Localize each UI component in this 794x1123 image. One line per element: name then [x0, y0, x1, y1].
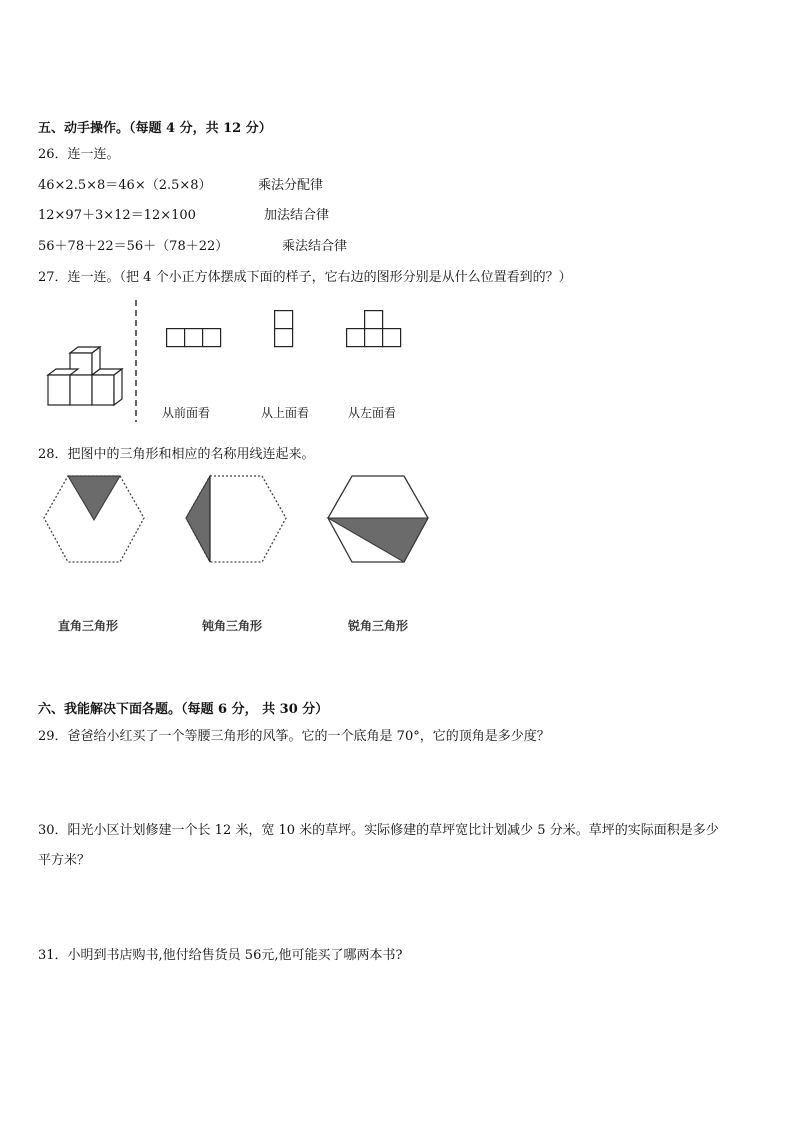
- triangle-label-right: 直角三角形: [58, 619, 119, 633]
- hexagon-right-triangle: [42, 474, 146, 564]
- q30-text-line2: 平方米？: [38, 853, 91, 868]
- top-view-figure: [274, 310, 294, 348]
- q26-expr-1: 46×2.5×8＝46×（2.5×8）: [38, 178, 212, 193]
- dashed-divider: [134, 300, 138, 422]
- q26-law-1: 乘法分配律: [258, 178, 324, 193]
- triangle-label-obtuse: 钝角三角形: [202, 619, 263, 633]
- view-label-top: 从上面看: [261, 406, 310, 420]
- q26-expr-2: 12×97＋3×12＝12×100: [38, 208, 196, 223]
- q29-text: 29．爸爸给小红买了一个等腰三角形的风筝。它的一个底角是 70°，它的顶角是多少度？: [38, 729, 550, 744]
- q26-expr-3: 56＋78＋22＝56＋（78＋22）: [38, 239, 229, 254]
- view-label-front: 从前面看: [162, 406, 211, 420]
- triangle-label-acute: 锐角三角形: [348, 619, 409, 633]
- front-view-figure: [166, 328, 222, 348]
- q27-prompt: 27．连一连。（把 4 个小正方体摆成下面的样子，它右边的图形分别是从什么位置看到的？）: [38, 270, 572, 285]
- hexagon-acute-triangle: [326, 474, 430, 564]
- hexagon-obtuse-triangle: [184, 474, 288, 564]
- cube-stack-figure: [40, 345, 130, 411]
- left-view-figure: [346, 310, 402, 348]
- section6-heading: 六、我能解决下面各题。（每题 6 分， 共 30 分）: [38, 702, 329, 717]
- q31-text: 31．小明到书店购书,他付给售货员 56元,他可能买了哪两本书?: [38, 948, 403, 963]
- q26-law-2: 加法结合律: [264, 208, 330, 223]
- view-label-left: 从左面看: [348, 406, 397, 420]
- q28-prompt: 28．把图中的三角形和相应的名称用线连起来。: [38, 447, 315, 462]
- q30-text-line1: 30．阳光小区计划修建一个长 12 米，宽 10 米的草坪。实际修建的草坪宽比计划减少 5 分米。草坪的实际面积是多少: [38, 823, 719, 838]
- section5-heading: 五、动手操作。（每题 4 分，共 12 分）: [38, 121, 272, 136]
- q26-law-3: 乘法结合律: [282, 239, 348, 254]
- q26-prompt: 26．连一连。: [38, 147, 120, 162]
